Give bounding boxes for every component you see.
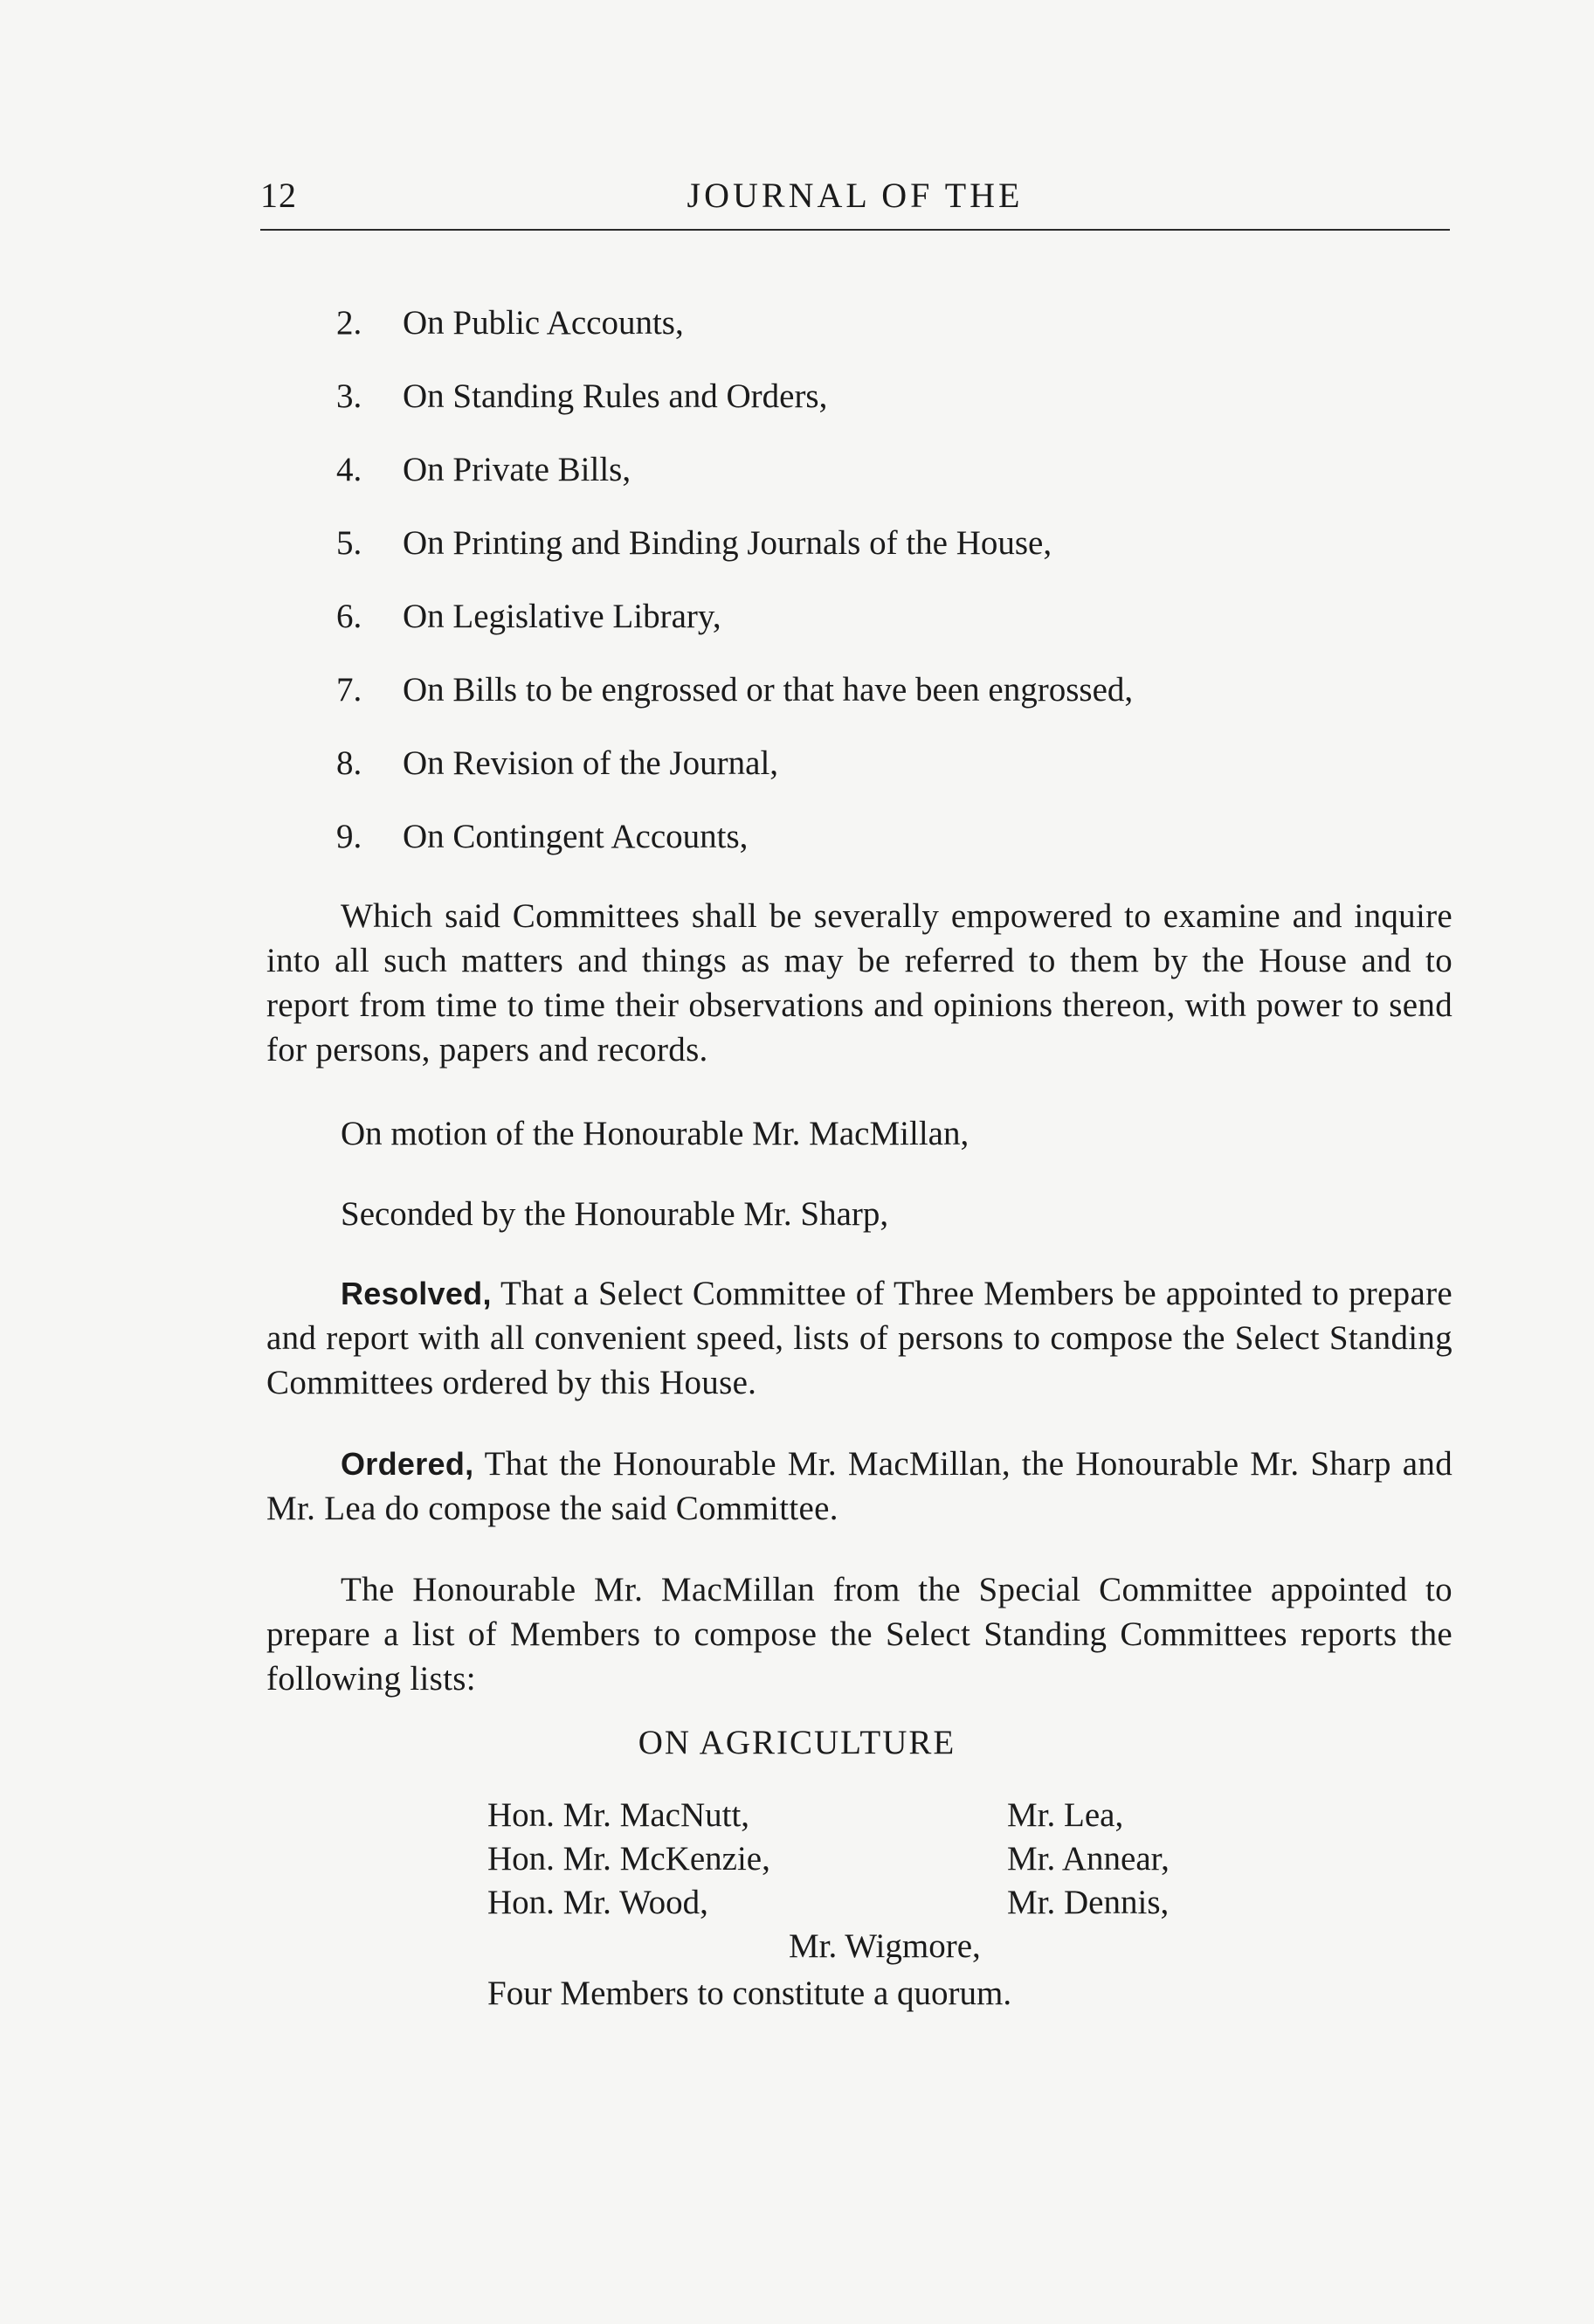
resolved-paragraph <box>266 1271 1453 1405</box>
member-right: Mr. Annear, <box>1007 1840 1170 1878</box>
member-left: Hon. Mr. McKenzie, <box>487 1840 770 1878</box>
member-right: Mr. Lea, <box>1007 1796 1124 1834</box>
resolved-label: Resolved, <box>341 1276 492 1311</box>
item-number: 6. <box>336 598 362 635</box>
motion-line: On motion of the Honourable Mr. MacMillan, <box>341 1115 970 1152</box>
item-number: 3. <box>336 377 362 415</box>
list-item <box>336 815 1133 889</box>
item-text: On Contingent Accounts, <box>403 818 749 855</box>
seconded-line: Seconded by the Honourable Mr. Sharp, <box>341 1195 889 1233</box>
item-number: 9. <box>336 818 362 855</box>
member-row <box>487 1881 1239 1925</box>
resolved-text: That a Select Committee of Three Members be appointed to prepare and report with all convenient speed, lists of persons to compose the Select Standing Committees ordered by this House. <box>266 1275 1453 1401</box>
item-text: On Revision of the Journal, <box>403 744 779 782</box>
committee-list <box>336 301 1133 889</box>
member-right: Mr. Dennis, <box>1007 1884 1170 1921</box>
item-text: On Public Accounts, <box>403 304 684 342</box>
powers-text: Which said Committees shall be severally empowered to examine and inquire into all such matters and things as may be referred to them by the House and to report from time to time their observations and opinions thereon, with power to send for persons, papers and records. <box>266 897 1453 1069</box>
running-head: JOURNAL OF THE <box>687 176 1024 215</box>
member-row <box>487 1794 1239 1837</box>
ordered-paragraph <box>266 1442 1453 1531</box>
list-item <box>336 448 1133 522</box>
page-number: 12 <box>260 176 297 215</box>
item-text: On Bills to be engrossed or that have been engrossed, <box>403 671 1134 709</box>
quorum-note: Four Members to constitute a quorum. <box>487 1975 1012 2012</box>
list-item <box>336 375 1133 448</box>
page-header <box>260 175 1450 231</box>
ordered-label: Ordered, <box>341 1446 474 1482</box>
report-paragraph <box>266 1567 1453 1701</box>
header-rule <box>260 229 1450 231</box>
member-row <box>487 1837 1239 1881</box>
powers-paragraph <box>266 894 1453 1072</box>
item-number: 8. <box>336 744 362 782</box>
list-item <box>336 522 1133 595</box>
ordered-text: That the Honourable Mr. MacMillan, the Honourable Mr. Sharp and Mr. Lea do compose the said Committee. <box>266 1445 1453 1527</box>
item-number: 7. <box>336 671 362 709</box>
list-item <box>336 742 1133 815</box>
item-text: On Private Bills, <box>403 451 631 488</box>
agriculture-heading: ON AGRICULTURE <box>638 1724 956 1761</box>
item-number: 4. <box>336 451 362 488</box>
agriculture-members <box>487 1794 1239 2012</box>
list-item <box>336 595 1133 668</box>
item-text: On Standing Rules and Orders, <box>403 377 828 415</box>
item-number: 5. <box>336 524 362 562</box>
member-center: Mr. Wigmore, <box>789 1927 981 1965</box>
report-text: The Honourable Mr. MacMillan from the Special Committee appointed to prepare a list of Members to compose the Select Standing Committees reports the following lists: <box>266 1571 1453 1698</box>
item-text: On Printing and Binding Journals of the House, <box>403 524 1052 562</box>
list-item <box>336 668 1133 742</box>
member-left: Hon. Mr. MacNutt, <box>487 1796 750 1834</box>
item-number: 2. <box>336 304 362 342</box>
member-left: Hon. Mr. Wood, <box>487 1884 708 1921</box>
item-text: On Legislative Library, <box>403 598 721 635</box>
list-item <box>336 301 1133 375</box>
